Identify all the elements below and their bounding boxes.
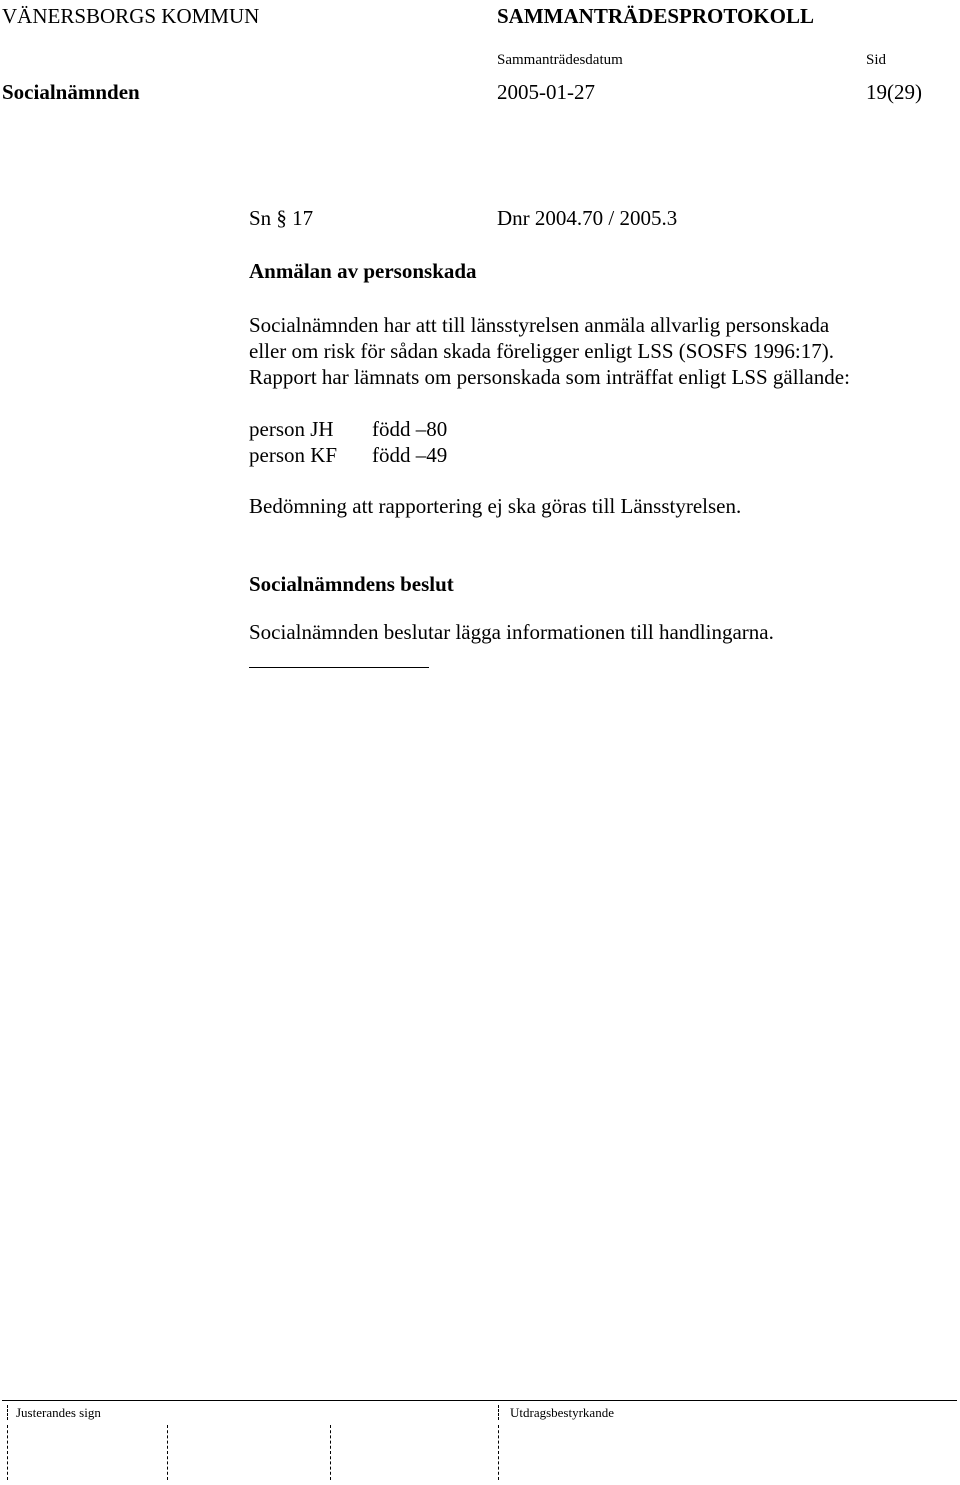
signature-box-divider — [167, 1425, 168, 1480]
paragraph-line: Socialnämnden har att till länsstyrelsen anmäla allvarlig personskada — [249, 313, 830, 337]
date-label: Sammanträdesdatum — [497, 52, 623, 68]
decision-heading: Socialnämndens beslut — [249, 572, 454, 596]
item-paragraph — [249, 312, 850, 390]
assessment-text: Bedömning att rapportering ej ska göras till Länsstyrelsen. — [249, 494, 742, 518]
signature-box-divider — [7, 1405, 8, 1420]
item-number: Sn § 17 — [249, 206, 314, 230]
signature-box-divider — [498, 1425, 499, 1480]
organization-name: VÄNERSBORGS KOMMUN — [2, 4, 260, 28]
person-row — [249, 416, 447, 442]
footer-divider — [2, 1400, 957, 1401]
person-name: person KF — [249, 443, 338, 467]
persons-table — [249, 416, 447, 468]
signature-box-divider — [498, 1405, 499, 1420]
document-type: SAMMANTRÄDESPROTOKOLL — [497, 4, 814, 28]
paragraph-line: eller om risk för sådan skada föreligger enligt LSS (SOSFS 1996:17). — [249, 339, 835, 363]
signature-box-divider — [7, 1425, 8, 1480]
meeting-date: 2005-01-27 — [497, 80, 595, 104]
person-row — [249, 442, 447, 468]
person-name: person JH — [249, 417, 334, 441]
person-born: född –49 — [372, 443, 448, 467]
page-number: 19(29) — [866, 80, 922, 104]
page-label: Sid — [866, 52, 887, 68]
decision-text: Socialnämnden beslutar lägga informationen till handlingarna. — [249, 620, 774, 644]
paragraph-line: Rapport har lämnats om personskada som inträffat enligt LSS gällande: — [249, 365, 850, 389]
person-born: född –80 — [372, 417, 448, 441]
item-title: Anmälan av personskada — [249, 259, 477, 283]
extract-label: Utdragsbestyrkande — [510, 1405, 614, 1420]
signers-label: Justerandes sign — [16, 1405, 101, 1420]
end-rule — [249, 667, 429, 668]
signature-box-divider — [330, 1425, 331, 1480]
dnr-reference: Dnr 2004.70 / 2005.3 — [497, 206, 678, 230]
department-name: Socialnämnden — [2, 80, 140, 104]
